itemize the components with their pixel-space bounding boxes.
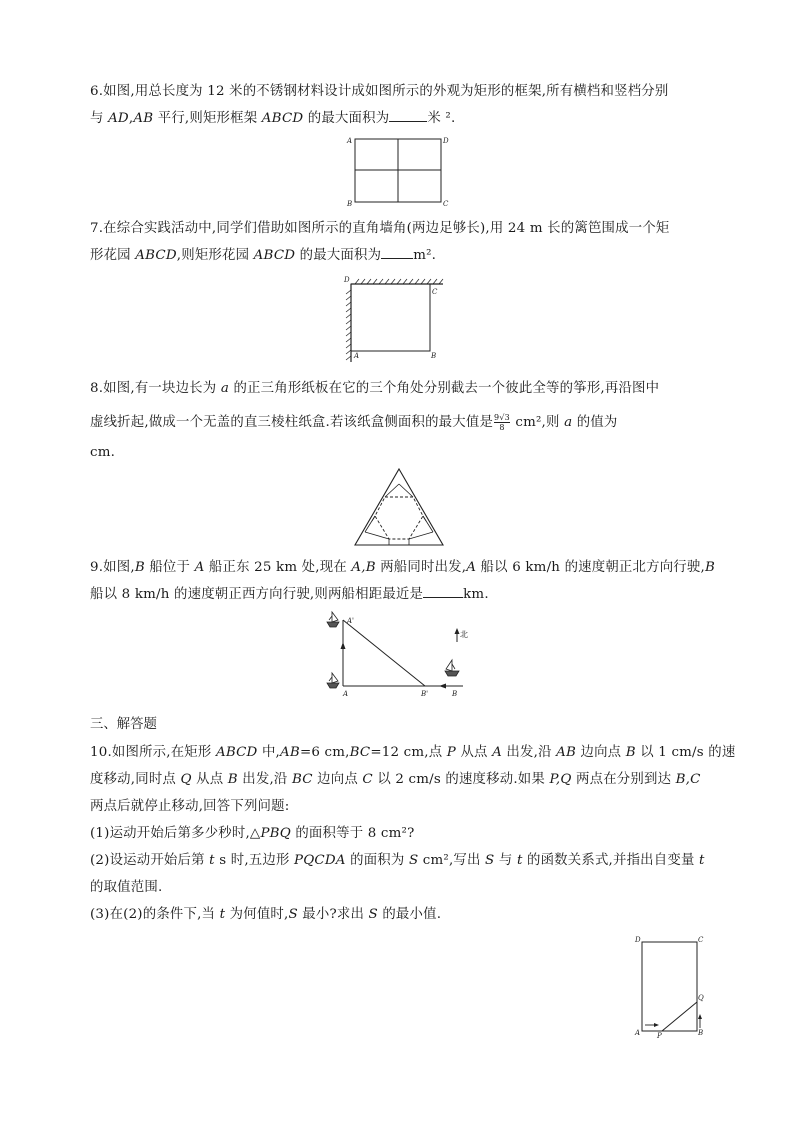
label-c: C xyxy=(698,936,704,944)
ship-icon xyxy=(327,612,339,627)
q9-line1: 9.如图,B 船位于 A 船正东 25 km 处,现在 A,B 两船同时出发,A 船以 6 km/h 的速度朝正北方向行驶,B xyxy=(90,560,715,575)
label-b: B xyxy=(698,1029,704,1037)
label-b-prime: B' xyxy=(421,690,429,698)
q10-line1: 10.如图所示,在矩形 ABCD 中,AB=6 cm,BC=12 cm,点 P 从点 A 出发,沿 AB 边向点 B 以 1 cm/s 的速 xyxy=(90,745,736,760)
q8-line2: 虚线折起,做成一个无盖的直三棱柱纸盒.若该纸盒侧面积的最大值是 $\frac{9√3}{8}$ cm²,则 a 的值为 xyxy=(90,413,618,432)
q10-line2: 度移动,同时点 Q 从点 B 出发,沿 BC 边向点 C 以 2 cm/s 的速度移动.如果 P,Q 两点在分别到达 B,C xyxy=(90,772,701,787)
answer-blank xyxy=(389,109,427,122)
label-a-prime: A' xyxy=(347,617,354,625)
label-a: A xyxy=(347,137,353,145)
label-d: D xyxy=(635,936,641,944)
q10-part2-line1: (2)设运动开始后第 t s 时,五边形 PQCDA 的面积为 S cm²,写出 S 与 t 的函数关系式,并指出自变量 t xyxy=(90,853,705,868)
q9-ships-figure xyxy=(319,608,473,700)
label-a: A xyxy=(635,1029,641,1037)
ship-icon xyxy=(327,673,339,688)
label-b: B xyxy=(431,352,437,360)
q6-rectangle-frame-figure xyxy=(345,134,451,208)
q8-line3: cm. xyxy=(90,445,116,460)
ship-icon xyxy=(445,660,459,676)
q8-line1: 8.如图,有一块边长为 a 的正三角形纸板在它的三个角处分别截去一个彼此全等的筝形,再沿图中 xyxy=(90,381,660,396)
q10-part1: (1)运动开始后第多少秒时,△PBQ 的面积等于 8 cm²? xyxy=(90,826,415,841)
q9-line2: 船以 8 km/h 的速度朝正西方向行驶,则两船相距最近是 km. xyxy=(90,587,489,602)
label-q: Q xyxy=(698,994,704,1002)
label-c: C xyxy=(432,288,438,296)
q10-line3: 两点后就停止移动,回答下列问题: xyxy=(90,799,290,814)
q7-wall-corner-figure xyxy=(343,276,447,366)
q10-part3: (3)在(2)的条件下,当 t 为何值时,S 最小?求出 S 的最小值. xyxy=(90,907,442,922)
q8-triangle-figure xyxy=(352,466,446,550)
label-p: P xyxy=(657,1032,662,1040)
q6-line2: 与 AD,AB 平行,则矩形框架 ABCD 的最大面积为 米 ². xyxy=(90,111,456,126)
label-b: B xyxy=(452,690,458,698)
label-b: B xyxy=(347,200,353,208)
q7-line1: 7.在综合实践活动中,同学们借助如图所示的直角墙角(两边足够长),用 24 m 长的篱笆围成一个矩 xyxy=(90,221,670,236)
answer-blank xyxy=(423,585,463,598)
label-d: D xyxy=(443,137,449,145)
label-d: D xyxy=(344,276,350,284)
section-heading: 三、解答题 xyxy=(90,717,157,732)
q7-line2: 形花园 ABCD,则矩形花园 ABCD 的最大面积为 m². xyxy=(90,248,437,263)
q10-part2-line2: 的取值范围. xyxy=(90,880,163,895)
label-a: A xyxy=(354,352,360,360)
label-c: C xyxy=(443,200,449,208)
fraction: $\frac{9√3}{8}$ xyxy=(494,413,510,432)
north-label: 北 xyxy=(460,630,468,639)
q6-line1: 6.如图,用总长度为 12 米的不锈钢材料设计成如图所示的外观为矩形的框架,所有横档和竖档分别 xyxy=(90,84,669,99)
label-a: A xyxy=(343,690,349,698)
answer-blank xyxy=(381,246,413,259)
q10-rectangle-figure xyxy=(632,934,710,1040)
